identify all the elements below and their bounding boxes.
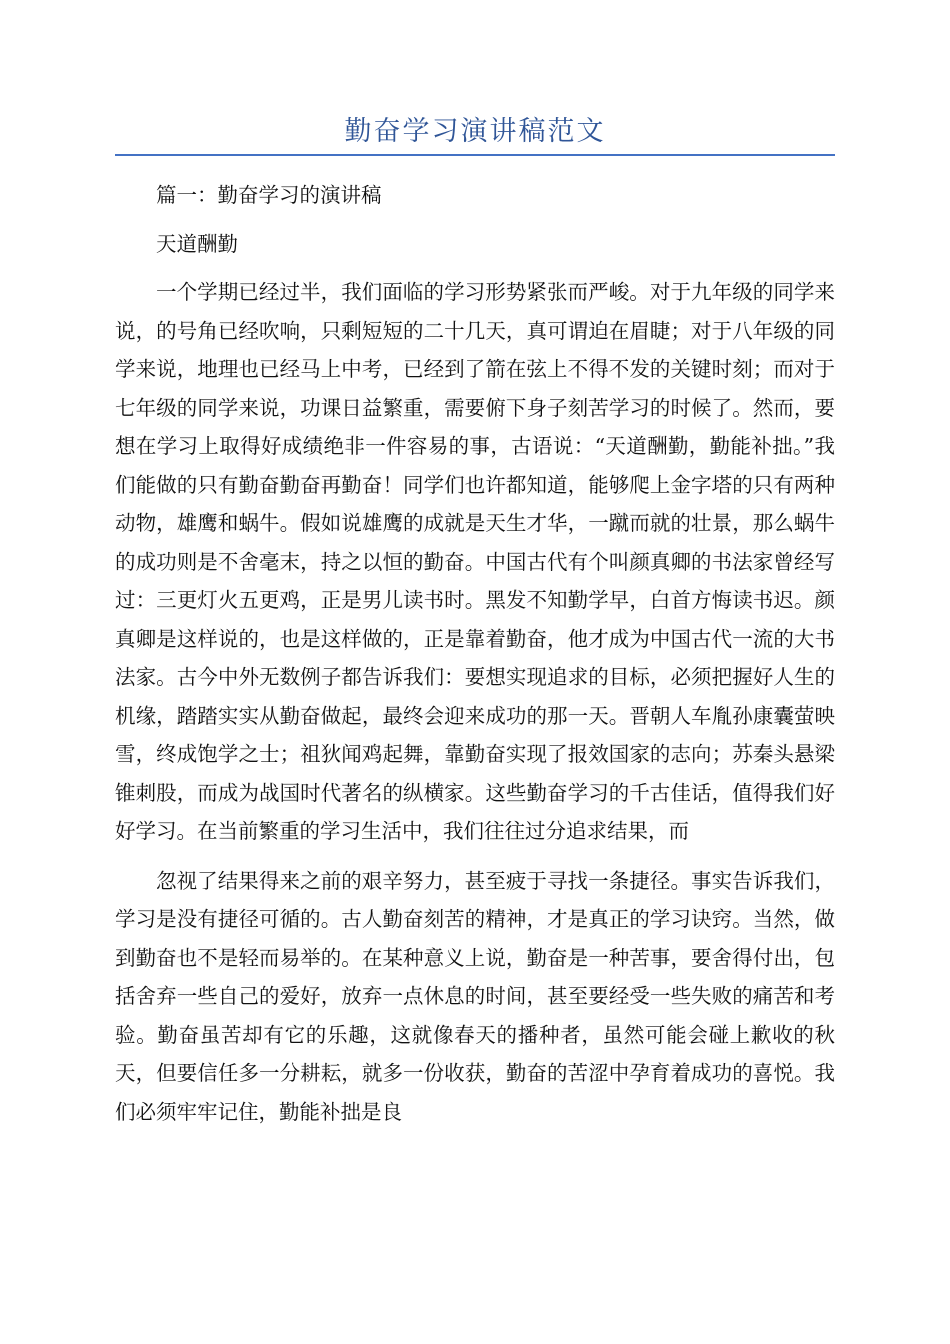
paragraph-spacer	[115, 215, 835, 225]
section-heading: 篇一：勤奋学习的演讲稿	[156, 183, 382, 207]
paragraph-spacer	[115, 851, 835, 862]
body-paragraph: 忽视了结果得来之前的艰辛努力，甚至疲于寻找一条捷径。事实告诉我们，学习是没有捷径可循的。古人勤奋刻苦的精神，才是真正的学习诀窍。当然，做到勤奋也不是轻而易举的。在某种意义上说，勤奋是一种苦事，要舍得付出，包括舍弃一些自己的爱好，放弃一点休息的时间，甚至要经受一些失败的痛苦和考验。勤奋虽苦却有它的乐趣，这就像春天的播种者，虽然可能会碰上歉收的秋天，但要信任多一分耕耘，就多一份收获，勤奋的苦涩中孕育着成功的喜悦。我们必须牢牢记住，勤能补拙是良	[115, 868, 835, 1124]
document-body	[115, 176, 835, 1131]
title-underline	[115, 154, 835, 156]
body-paragraph: 一个学期已经过半，我们面临的学习形势紧张而严峻。对于九年级的同学来说，的号角已经吹响，只剩短短的二十几天，真可谓迫在眉睫；对于八年级的同学来说，地理也已经马上中考，已经到了箭在弦上不得不发的关键时刻；而对于七年级的同学来说，功课日益繁重，需要俯下身子刻苦学习的时候了。然而，要想在学习上取得好成绩绝非一件容易的事，古语说：“天道酬勤，勤能补拙。”我们能做的只有勤奋勤奋再勤奋！同学们也许都知道，能够爬上金字塔的只有两种动物，雄鹰和蜗牛。假如说雄鹰的成就是天生才华，一蹴而就的壮景，那么蜗牛的成功则是不舍毫末，持之以恒的勤奋。中国古代有个叫颜真卿的书法家曾经写过：三更灯火五更鸡，正是男儿读书时。黑发不知勤学早，白首方悔读书迟。颜真卿是这样说的，也是这样做的，正是靠着勤奋，他才成为中国古代一流的大书法家。古今中外无数例子都告诉我们：要想实现追求的目标，必须把握好人生的机缘，踏踏实实从勤奋做起，最终会迎来成功的那一天。晋朝人车胤孙康囊萤映雪，终成饱学之士；祖狄闻鸡起舞，靠勤奋实现了报效国家的志向；苏秦头悬梁锥刺股，而成为战国时代著名的纵横家。这些勤奋学习的千古佳话，值得我们好好学习。在当前繁重的学习生活中，我们往往过分追求结果，而	[115, 280, 835, 843]
speech-title: 天道酬勤	[156, 231, 238, 256]
paragraph-spacer	[115, 263, 835, 273]
document-title: 勤奋学习演讲稿范文	[344, 116, 606, 147]
